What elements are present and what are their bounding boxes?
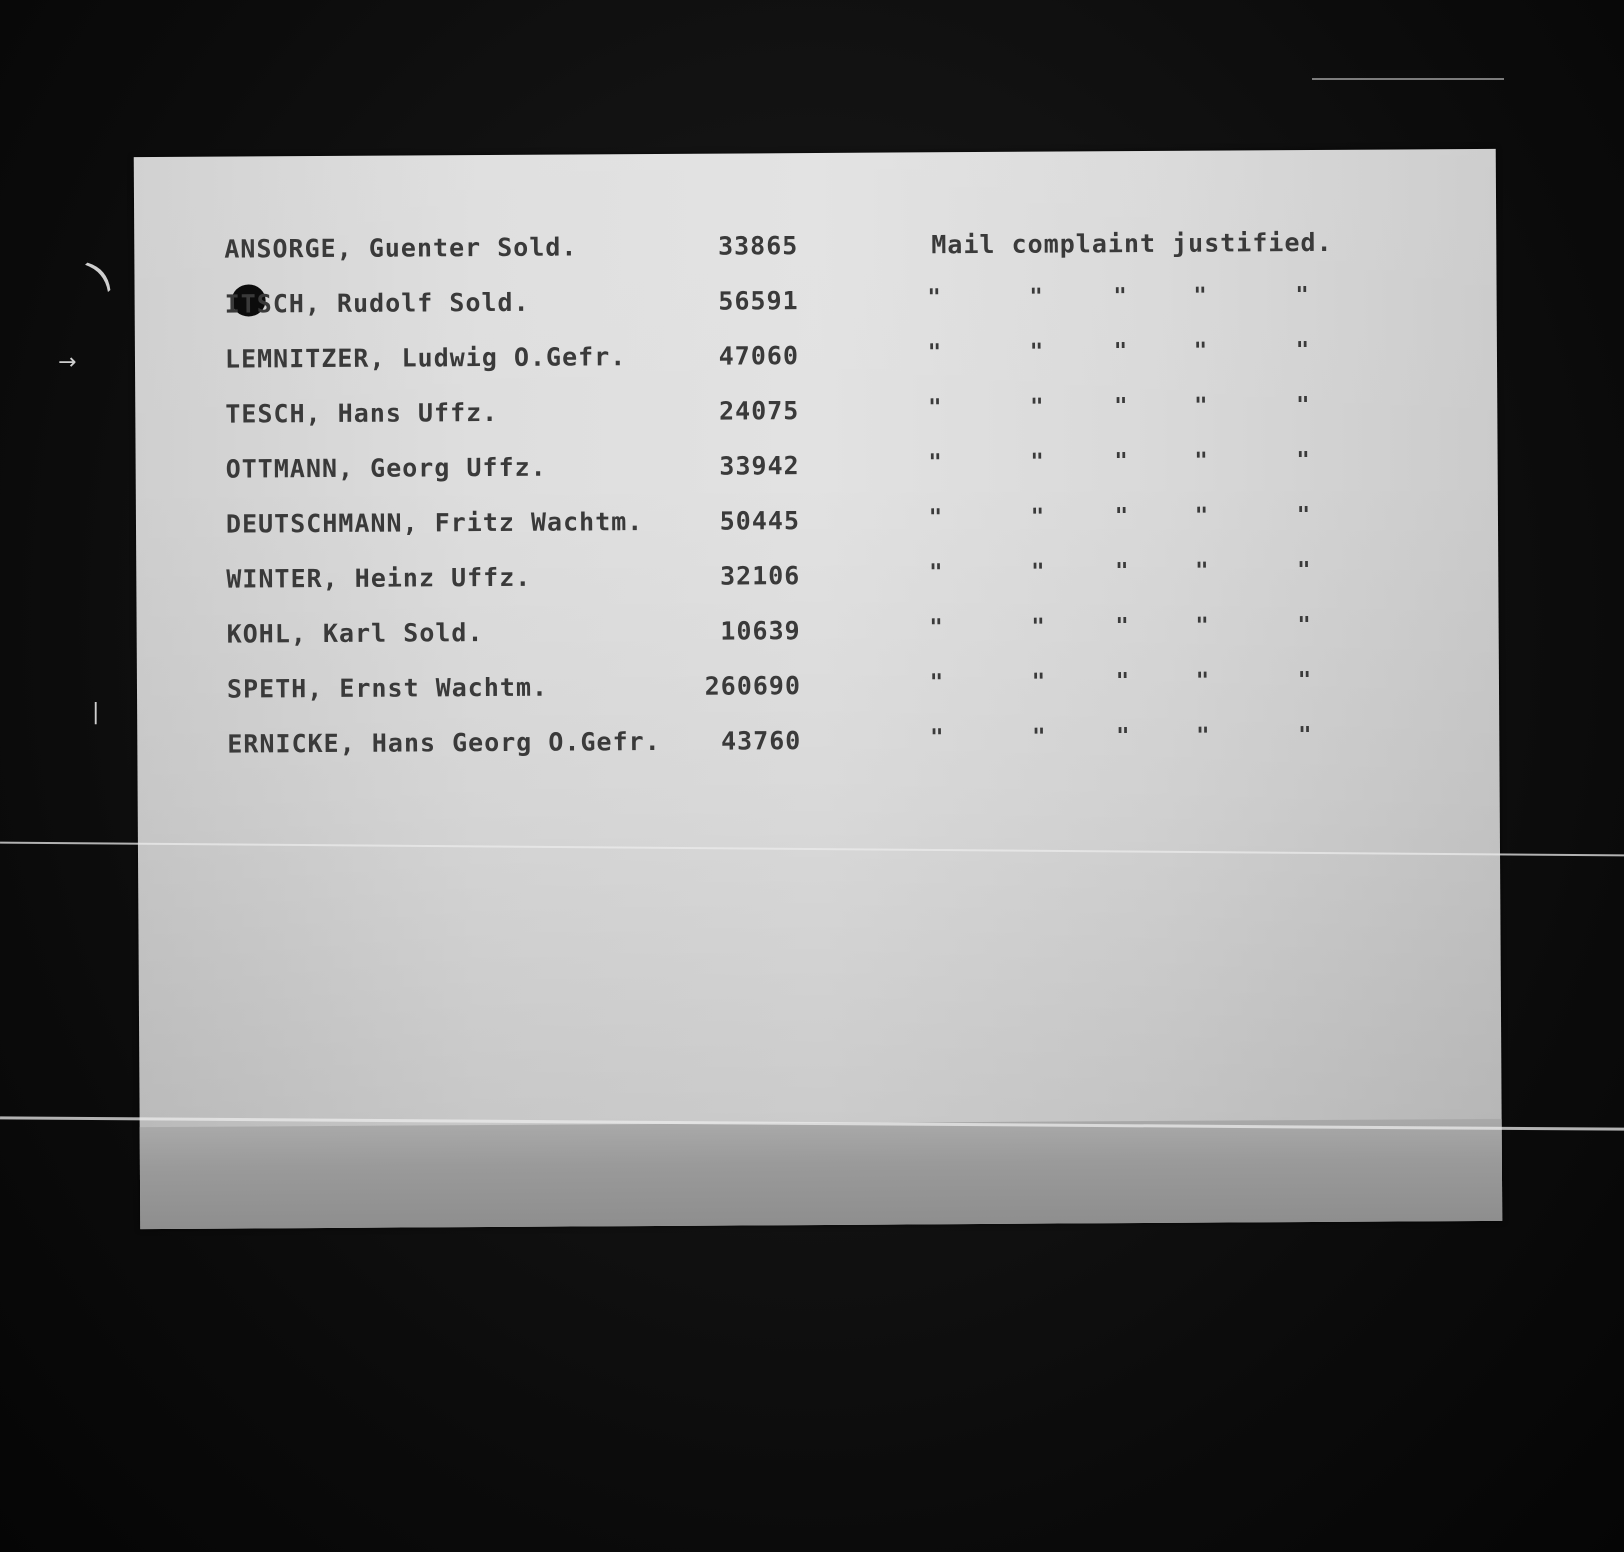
entry-number: 56591 [718, 286, 799, 316]
entry-row [137, 612, 1499, 660]
film-blemish: ) [79, 252, 121, 298]
entry-number: 47060 [718, 341, 800, 371]
ditto-mark: " [1193, 338, 1209, 364]
ditto-mark: " [929, 615, 944, 641]
ditto-mark: " [1116, 724, 1131, 750]
ditto-mark: " [1113, 284, 1128, 310]
entry-name: SPETH, Ernst Wachtm. [226, 672, 549, 704]
ditto-mark: " [1298, 722, 1313, 749]
entry-row [135, 392, 1497, 440]
ditto-mark: " [1295, 282, 1310, 309]
entry-row [136, 447, 1498, 495]
ditto-mark: " [1030, 394, 1045, 420]
film-scratch [1312, 78, 1504, 80]
entry-row [136, 502, 1498, 550]
ditto-mark: " [1031, 559, 1046, 585]
entry-name: TESCH, Hans Uffz. [225, 397, 499, 429]
ditto-mark: " [1114, 449, 1129, 475]
ditto-mark: " [1194, 448, 1209, 474]
ditto-mark: " [1194, 503, 1210, 529]
ditto-mark: " [1030, 504, 1046, 530]
ditto-mark: " [1029, 339, 1045, 365]
entry-number: 260690 [704, 671, 802, 701]
ditto-mark: " [1031, 669, 1047, 695]
ditto-mark: " [1296, 392, 1311, 419]
ditto-mark: " [1296, 447, 1311, 474]
ditto-mark: " [930, 725, 945, 751]
entry-row [134, 227, 1496, 275]
ditto-mark: " [1295, 337, 1311, 364]
ditto-mark: " [927, 340, 943, 366]
entry-number: 24075 [718, 396, 800, 426]
ditto-mark: " [1113, 339, 1129, 365]
entry-name: ANSORGE, Guenter Sold. [224, 232, 578, 264]
ditto-mark: " [1114, 504, 1130, 530]
entry-name: ITSCH, Rudolf Sold. [224, 287, 530, 319]
ditto-mark: " [1296, 502, 1312, 529]
entry-row [135, 337, 1497, 385]
entry-name: DEUTSCHMANN, Fritz Wachtm. [225, 507, 644, 539]
index-card [134, 149, 1503, 1229]
ditto-mark: " [1196, 723, 1211, 749]
entry-name: OTTMANN, Georg Uffz. [225, 452, 547, 484]
film-blemish: | [92, 700, 100, 725]
ditto-mark: " [1031, 614, 1046, 640]
ditto-mark: " [1195, 613, 1210, 639]
entry-row [135, 282, 1497, 330]
entry-number: 50445 [719, 506, 801, 536]
entry-name: WINTER, Heinz Uffz. [226, 562, 532, 594]
entry-number: 33865 [717, 231, 799, 261]
ditto-mark: " [1029, 284, 1044, 310]
ditto-mark: " [1115, 559, 1130, 585]
entry-row [137, 667, 1499, 715]
entry-row [137, 722, 1499, 770]
ditto-mark: " [929, 670, 945, 696]
entry-number: 10639 [720, 616, 801, 646]
ditto-mark: " [1193, 283, 1208, 309]
ditto-mark: " [1297, 667, 1313, 694]
entry-row [136, 557, 1498, 605]
entry-number: 33942 [719, 451, 800, 481]
entry-remark: Mail complaint justified. [931, 227, 1333, 260]
ditto-mark: " [929, 560, 944, 586]
ditto-mark: " [1195, 558, 1210, 584]
entry-name: LEMNITZER, Ludwig O.Gefr. [224, 342, 627, 374]
ditto-mark: " [1115, 614, 1130, 640]
entry-name: KOHL, Karl Sold. [226, 618, 484, 649]
entry-number: 43760 [720, 726, 802, 756]
entry-number: 32106 [719, 561, 801, 591]
ditto-mark: " [928, 395, 943, 421]
ditto-mark: " [928, 450, 943, 476]
entry-name: ERNICKE, Hans Georg O.Gefr. [227, 726, 661, 759]
ditto-mark: " [1194, 393, 1209, 419]
ditto-mark: " [1297, 612, 1312, 639]
ditto-mark: " [1030, 449, 1045, 475]
film-blemish: → [58, 350, 77, 375]
ditto-mark: " [1114, 394, 1129, 420]
ditto-mark: " [1032, 724, 1047, 750]
ditto-mark: " [927, 285, 942, 311]
ditto-mark: " [1297, 557, 1312, 584]
ditto-mark: " [1195, 668, 1211, 694]
entry-list [134, 149, 1503, 1229]
ditto-mark: " [1115, 669, 1131, 695]
ditto-mark: " [928, 505, 944, 531]
